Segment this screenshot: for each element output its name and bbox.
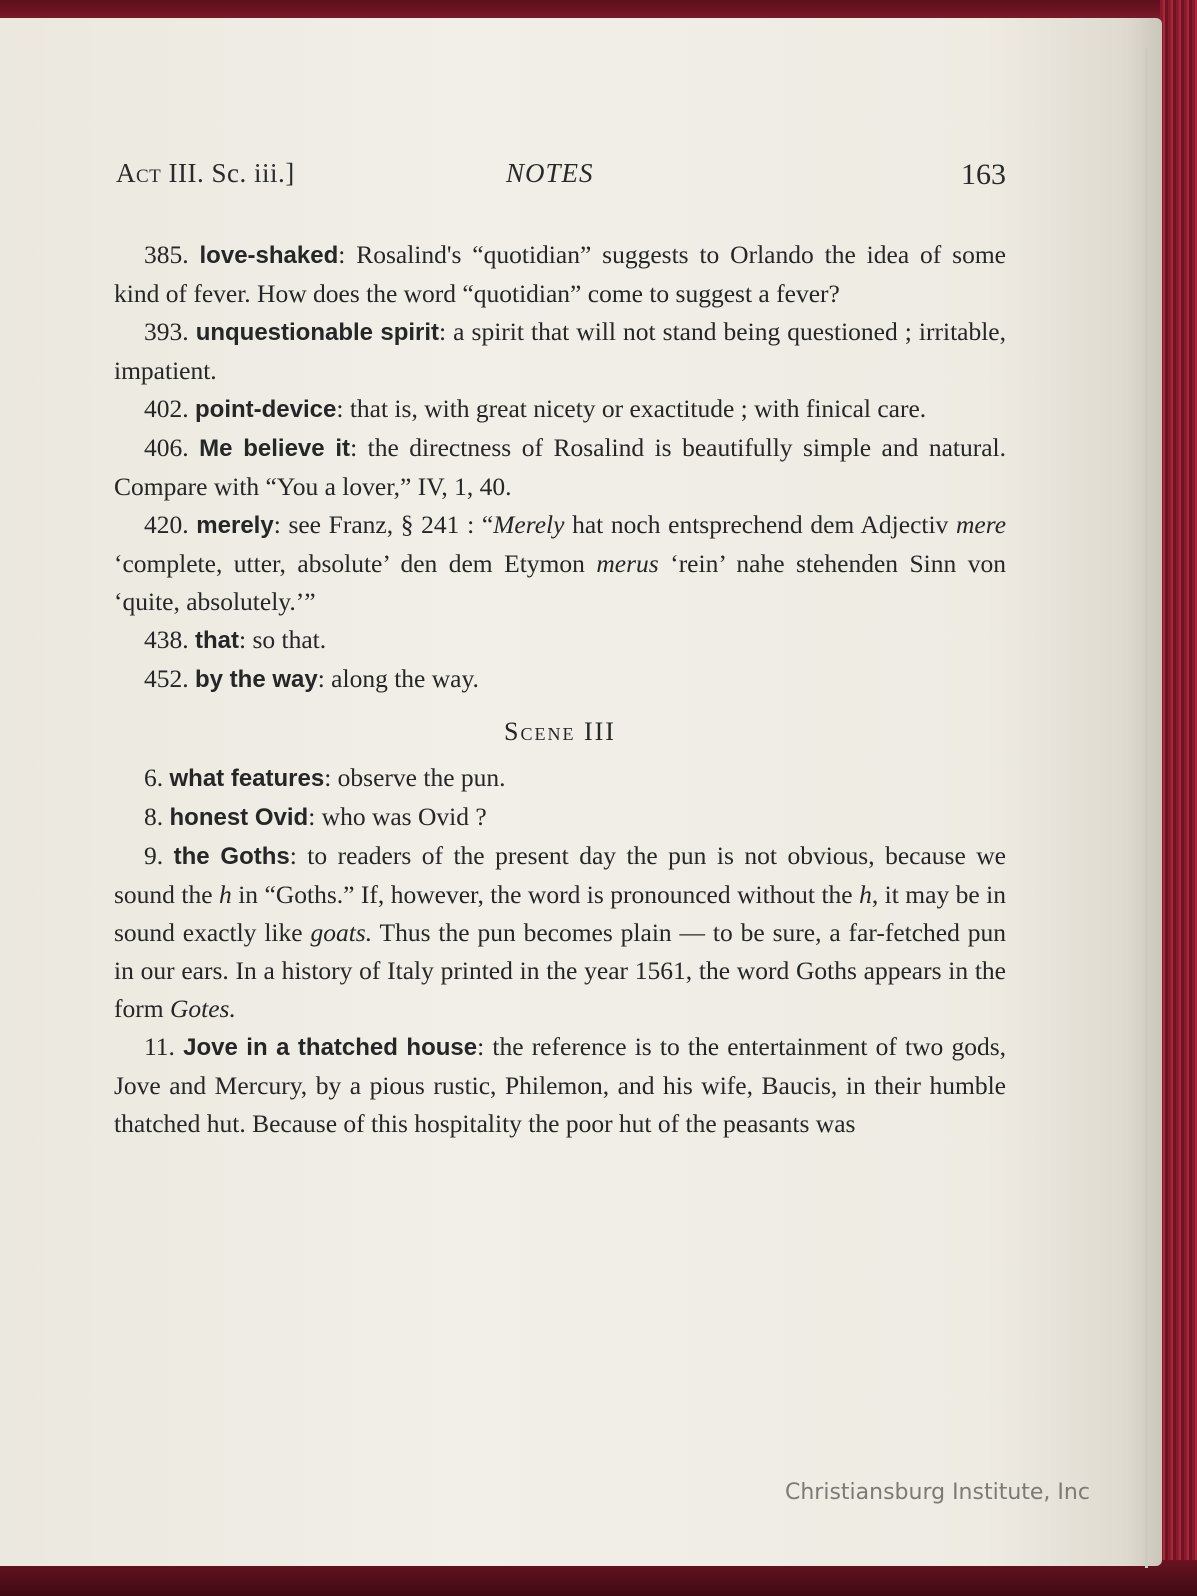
note-6: 6. what features: observe the pun. (144, 763, 506, 792)
note-11: 11. Jove in a thatched house: the reference is to the entertainment of two gods, Jove and Mercury, by a pious rustic, Philemon, and his wife, Baucis, in their humble thatched hut. Because of this hospitality the poor hut of the peasants was (114, 1032, 1007, 1138)
note-9: 9. the Goths: to readers of the present day the pun is not obvious, because we sound the h in “Goths.” If, however, the word is pronounced without the h, it may be in sound exactly like goats. Thus the pun becomes plain — to be sure, a far-fetched pun in our ears. In a history of Italy printed in the year 1561, the word Goths appears in the form Gotes. (114, 841, 1007, 1023)
note-393: 393. unquestionable spirit: a spirit that will not stand being questioned ; irritable, impatient. (114, 317, 1006, 385)
note-452: 452. by the way: along the way. (144, 664, 479, 693)
watermark: Christiansburg Institute, Inc (785, 1480, 1090, 1505)
book-cover-right-edge (1160, 0, 1197, 1596)
section-title: NOTES (506, 158, 594, 188)
page-edge-shadow (1145, 48, 1148, 1568)
page-number: 163 (961, 158, 1006, 191)
note-8: 8. honest Ovid: who was Ovid ? (144, 802, 487, 831)
note-406: 406. Me believe it: the directness of Rosalind is beautifully simple and natural. Compare with “You a lover,” IV, 1, 40. (114, 433, 1006, 501)
running-head: Act III. Sc. iii.] (116, 158, 295, 188)
note-385: 385. love-shaked: Rosalind's “quotidian” suggests to Orlando the idea of some kind of fever. How does the word “quotidian” come to suggest a fever? (114, 240, 1006, 308)
note-438: 438. that: so that. (144, 625, 327, 654)
notes-body (114, 236, 1006, 1143)
note-402: 402. point-device: that is, with great nicety or exactitude ; with finical care. (144, 394, 927, 423)
page-header (116, 158, 1006, 198)
note-420: 420. merely: see Franz, § 241 : “Merely hat noch entsprechend dem Adjectiv mere ‘complete, utter, absolute’ den dem Etymon merus ‘rein’ nahe stehenden Sinn von ‘quite, absolutely.’” (114, 510, 1007, 616)
scene-heading: Scene III (504, 717, 616, 746)
